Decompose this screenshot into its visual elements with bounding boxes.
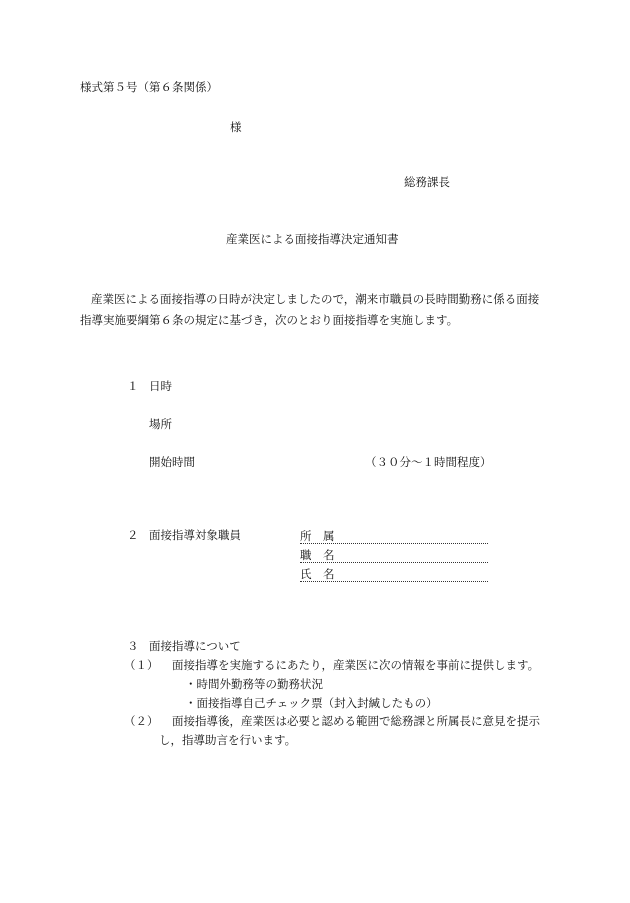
- name-label: 氏 名: [300, 567, 335, 581]
- document-title: 産業医による面接指導決定通知書: [226, 232, 399, 246]
- sender-title: 総務課長: [404, 175, 450, 189]
- date-label: 日時: [149, 379, 172, 393]
- job-title-label: 職 名: [300, 548, 335, 562]
- item2-text: 面接指導後，産業医は必要と認める範囲で総務課と所属長に意見を提示: [172, 714, 540, 728]
- item2-number: （２）: [124, 714, 159, 728]
- place-label: 場所: [149, 417, 172, 431]
- bullet-work-status: ・時間外勤務等の勤務状況: [185, 677, 323, 691]
- section1-number: １: [127, 379, 139, 393]
- job-title-field[interactable]: [300, 547, 488, 563]
- section3-title: 面接指導について: [149, 639, 241, 653]
- section3-number: ３: [127, 639, 139, 653]
- affiliation-field[interactable]: [300, 528, 488, 544]
- section2-number: ２: [127, 528, 139, 542]
- target-employee-label: 面接指導対象職員: [149, 528, 241, 542]
- bullet-self-check: ・面接指導自己チェック票（封入封緘したもの）: [185, 696, 438, 710]
- affiliation-label: 所 属: [300, 529, 335, 543]
- addressee-honorific: 様: [230, 120, 242, 134]
- body-paragraph: 産業医による面接指導の日時が決定しましたので，潮来市職員の長時間勤務に係る面接指導実施要綱第６条の規定に基づき，次のとおり面接指導を実施します。: [80, 292, 540, 327]
- item1-text: 面接指導を実施するにあたり，産業医に次の情報を事前に提供します。: [172, 658, 540, 672]
- item2-continuation: し，指導助言を行います。: [159, 733, 297, 747]
- item1-number: （１）: [124, 658, 159, 672]
- name-field[interactable]: [300, 566, 488, 582]
- duration-note: （３０分～１時間程度）: [365, 455, 492, 469]
- form-number: 様式第５号（第６条関係）: [80, 80, 218, 94]
- start-time-label: 開始時間: [149, 455, 195, 469]
